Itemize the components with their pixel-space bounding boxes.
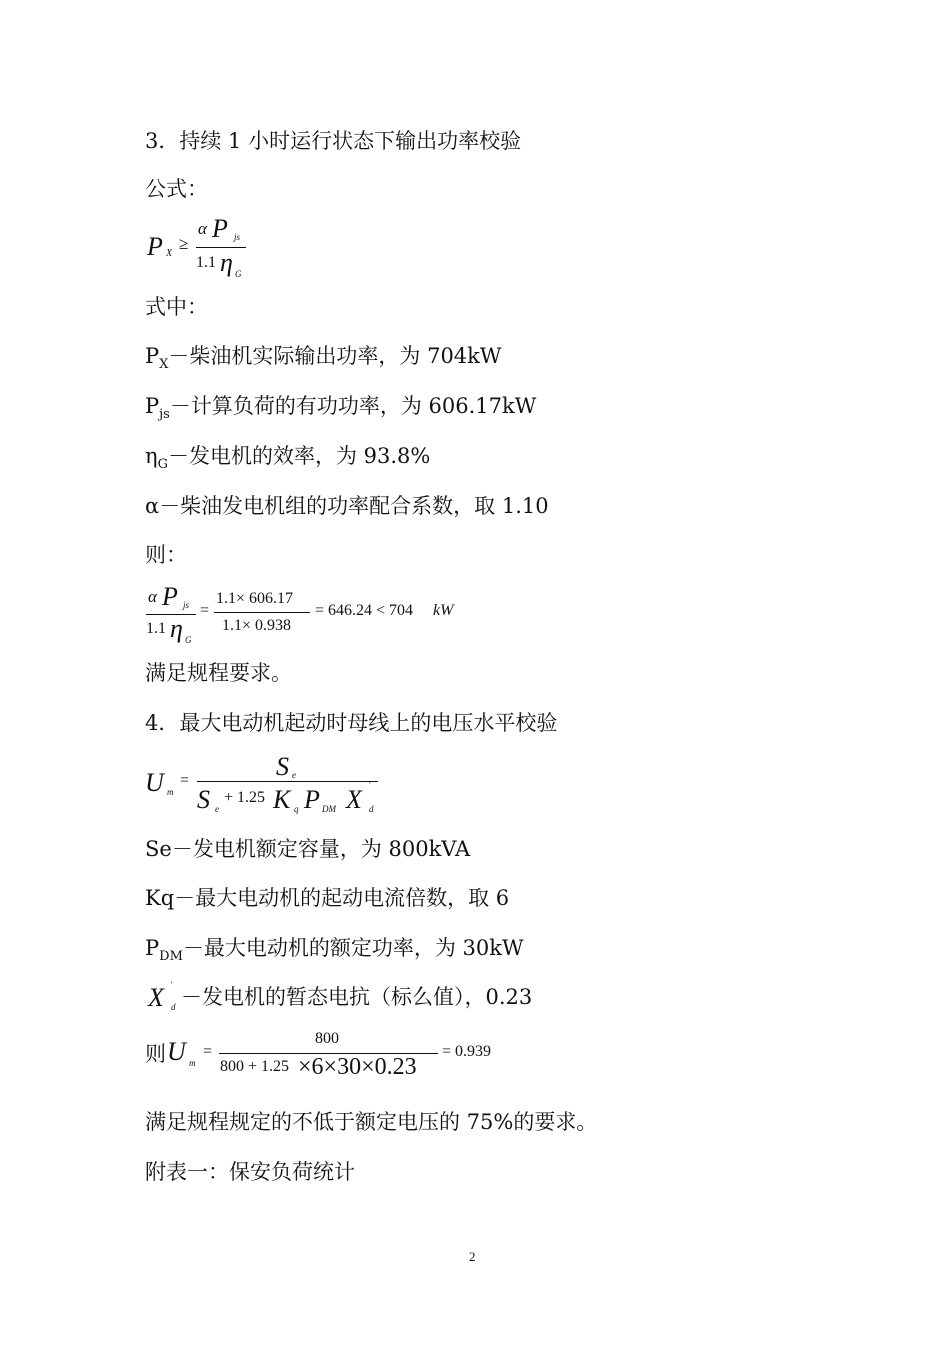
calc2-numerator: 800 bbox=[315, 1030, 339, 1047]
symbol: η bbox=[145, 444, 158, 468]
definition-text: －发电机的暂态电抗（标么值），0.23 bbox=[181, 985, 533, 1009]
subscript: DM bbox=[159, 949, 183, 964]
where-label: 式中： bbox=[145, 295, 208, 319]
then-label-2: 则 bbox=[145, 1042, 166, 1066]
calc1-numerator: 1.1× 606.17 bbox=[216, 590, 294, 607]
subscript: G bbox=[157, 457, 168, 472]
document-page: 3．持续 1 小时运行状态下输出功率校验 公式： P X ≥ α P js 1.1 η G 式中： $P_X-$柴油机实际输出功率，为 704kW $P_{js}-$计算负荷的有功功率，为 606.17kW $\eta_G-$发电机的效率，为 93.8% α－柴油发电机组的功率配合系数，取 1.10 则： α P js 1.1 η G = 1.1× 606.17 1.1× 0.938 = 646.24 < 704 kW 满足规程要求。 4．最大电动机起动时母线上的电压水平校验 U m = S e S e + 1.25 K q P DM X ' d Se－发电机额定容量，为 800kVA Kq－最大电动机的起动电流倍数，取 6 $P_{DM}-$最大电动机的额定功率，为 30kW X ' d －发电机的暂态电抗（标么值），0.23 则 U m = 800 800 + 1.25 ×6×30×0.23 = 0.939 满足规程规定的不低于额定电压的 75%的要求。 附表一：保安负荷统计 2 bbox=[145, 129, 598, 1264]
definition-px bbox=[145, 343, 501, 378]
definition-eta bbox=[145, 443, 430, 478]
definition-alpha bbox=[145, 493, 549, 519]
section-4-heading: 4．最大电动机起动时母线上的电压水平校验 bbox=[145, 711, 558, 735]
symbol: P bbox=[145, 394, 160, 418]
conclusion-1: 满足规程要求。 bbox=[145, 661, 292, 685]
calc1-denominator: 1.1× 0.938 bbox=[222, 617, 292, 634]
definition-text: －发电机的效率，为 93.8% bbox=[167, 444, 431, 468]
definition-pjs bbox=[145, 393, 536, 428]
calc2-denominator-b: ×6×30×0.23 bbox=[298, 1054, 417, 1080]
section-3-heading: 3．持续 1 小时运行状态下输出功率校验 bbox=[145, 129, 522, 153]
symbol: α bbox=[145, 494, 160, 518]
definition-text: －柴油机实际输出功率，为 704kW bbox=[168, 344, 502, 368]
calc1-unit: kW bbox=[433, 602, 454, 619]
subscript: js bbox=[159, 407, 170, 422]
symbol: P bbox=[145, 344, 160, 368]
definition-text: －柴油发电机组的功率配合系数，取 1.10 bbox=[159, 494, 549, 518]
conclusion-2: 满足规程规定的不低于额定电压的 75%的要求。 bbox=[145, 1110, 598, 1134]
formula-label: 公式： bbox=[145, 177, 208, 201]
definition-pdm bbox=[145, 935, 524, 970]
symbol: P bbox=[145, 936, 160, 960]
page-number: 2 bbox=[469, 1249, 476, 1264]
appendix-title: 附表一：保安负荷统计 bbox=[145, 1160, 355, 1184]
then-label: 则： bbox=[145, 543, 187, 567]
calc2-denominator-a: 800 + 1.25 bbox=[220, 1058, 290, 1075]
definition-kq: Kq－最大电动机的起动电流倍数，取 6 bbox=[145, 886, 510, 910]
definition-text: －最大电动机的额定功率，为 30kW bbox=[182, 936, 524, 960]
calc1-result: = 646.24 < 704 bbox=[315, 602, 414, 619]
subscript: X bbox=[159, 357, 169, 372]
definition-se: Se－发电机额定容量，为 800kVA bbox=[145, 837, 471, 861]
definition-text: －计算负荷的有功功率，为 606.17kW bbox=[169, 394, 537, 418]
calc2-result: = 0.939 bbox=[442, 1043, 492, 1060]
